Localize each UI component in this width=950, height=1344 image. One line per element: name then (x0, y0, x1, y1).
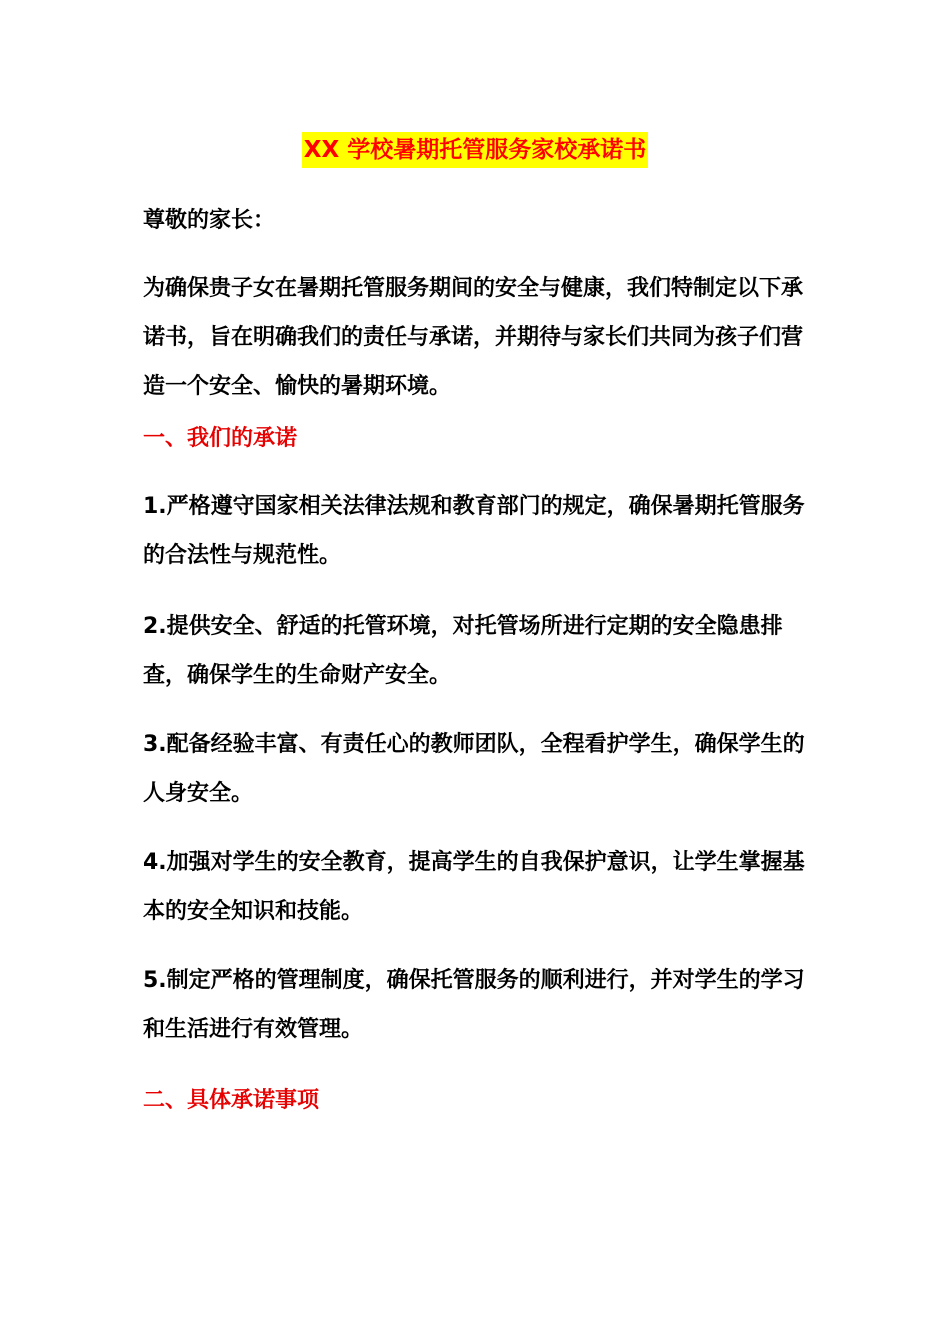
commitment-item: 1.严格遵守国家相关法律法规和教育部门的规定，确保暑期托管服务的合法性与规范性。 (143, 494, 805, 568)
title-container (0, 132, 950, 168)
commitment-item: 3.配备经验丰富、有责任心的教师团队，全程看护学生，确保学生的人身安全。 (143, 732, 805, 806)
commitment-item: 4.加强对学生的安全教育，提高学生的自我保护意识，让学生掌握基本的安全知识和技能。 (143, 850, 805, 924)
section-heading-commitments: 一、我们的承诺 (143, 426, 298, 451)
document-title: XX 学校暑期托管服务家校承诺书 (302, 132, 648, 168)
greeting: 尊敬的家长： (143, 208, 276, 233)
section-heading-specific-items: 二、具体承诺事项 (143, 1088, 320, 1113)
intro-paragraph: 为确保贵子女在暑期托管服务期间的安全与健康，我们特制定以下承诺书，旨在明确我们的责任与承诺，并期待与家长们共同为孩子们营造一个安全、愉快的暑期环境。 (143, 276, 804, 399)
commitment-item: 2.提供安全、舒适的托管环境，对托管场所进行定期的安全隐患排查，确保学生的生命财产安全。 (143, 614, 783, 688)
commitment-item: 5.制定严格的管理制度，确保托管服务的顺利进行，并对学生的学习和生活进行有效管理。 (143, 968, 805, 1042)
